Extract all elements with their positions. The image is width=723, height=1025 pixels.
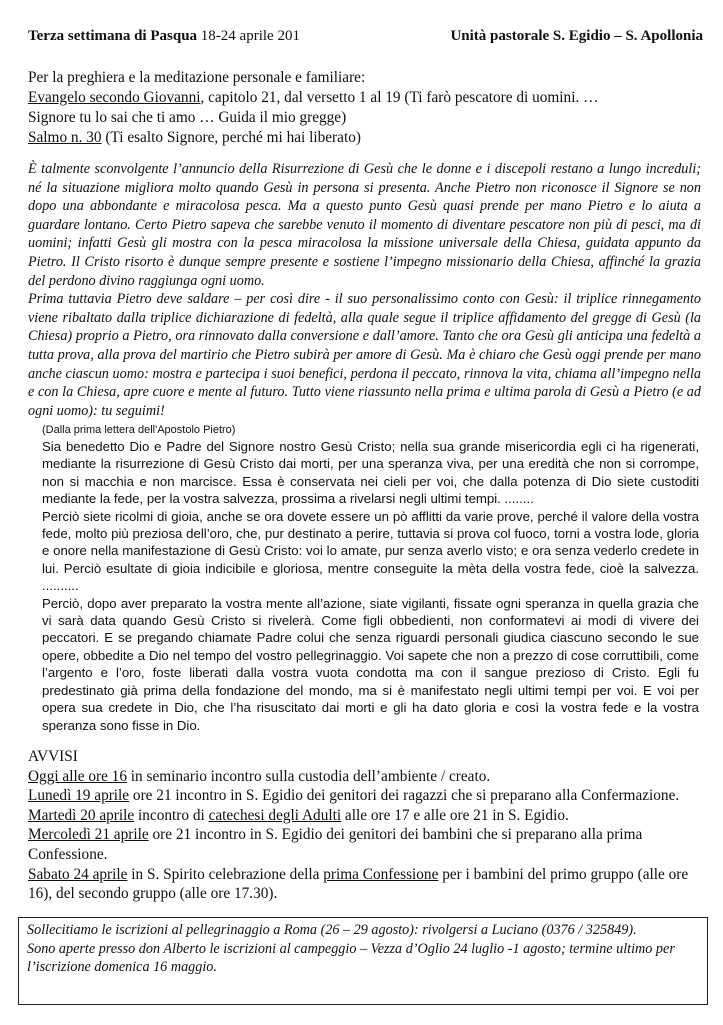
gospel-details: , capitolo 21, dal versetto 1 al 19 (Ti farò pescatore di uomini. …	[200, 89, 599, 106]
intro-section	[28, 68, 703, 148]
announcement-highlight: catechesi degli Adulti	[208, 806, 342, 824]
reading-paragraph: Perciò siete ricolmi di gioia, anche se ora dovete essere un pò afflitti da varie prove, perché il valore della vostra fede, molto più preziosa dell’oro, che, pur destinato a perire, tuttavia si prova col fuoco, torni a vostra lode, gloria e onore nella manifestazione di Gesù Cristo: voi lo amate, pur senza averlo visto; e ora senza vederlo credete in lui. Perciò esultate di gioia indicibile e gloriosa, mentre conseguite la mèta della vostra fede, cioè la salvezza. ..........	[42, 508, 699, 594]
camp-notice: Sono aperte presso don Alberto le iscrizioni al campeggio – Vezza d’Oglio 24 luglio -1 agosto; termine ultimo per l’iscrizione domenica 16 maggio.	[27, 940, 675, 976]
announcement-item	[28, 786, 703, 806]
week-title: Terza settimana di Pasqua	[28, 28, 198, 44]
announcement-text: in S. Spirito celebrazione della	[127, 865, 324, 883]
announcement-date: Martedì 20 aprile	[28, 806, 135, 824]
gospel-quote: Signore tu lo sai che ti amo … Guida il mio gregge)	[28, 109, 347, 126]
reading-paragraph: Perciò, dopo aver preparato la vostra mente all’azione, siate vigilanti, fissate ogni speranza in quella grazia che vi sarà data quando Gesù Cristo si rivelerà. Come figli obbedienti, non conformatevi ai modi di vivere dei peccatori. E se pregando chiamate Padre colui che senza riguardi personali giudica ciascuno secondo le sue opere, obbedite a Dio nel tempo del vostro pellegrinaggio. Voi sapete che non a prezzo di cose corruttibili, come l’argento e l’oro, foste liberati dalla vostra vuota condotta ma con il sangue prezioso di Cristo. Egli fu predestinato già prima della fondazione del mondo, ma si è manifestato negli ultimi tempi per voi. E voi per opera sua credete in Dio, che l’ha risuscitato dai morti e gli ha dato gloria e così la vostra fede e la vostra speranza sono fisse in Dio.	[42, 595, 699, 733]
announcement-item	[28, 806, 703, 826]
psalm-reference	[28, 128, 703, 148]
pilgrimage-notice: Sollecitiamo le iscrizioni al pellegrinaggio a Roma (26 – 29 agosto): rivolgersi a Luciano (0376 / 325849).	[27, 922, 637, 938]
psalm-details: (Ti esalto Signore, perché mi hai liberato)	[101, 129, 361, 146]
intro-line: Per la preghiera e la meditazione personale e familiare:	[28, 69, 366, 86]
announcement-text: in seminario incontro sulla custodia dell’ambiente / creato.	[126, 767, 491, 785]
announcement-text: ore 21 incontro in S. Egidio dei genitori dei ragazzi che si preparano alla Confermazione.	[129, 787, 680, 805]
gospel-link: Evangelo secondo Giovanni	[28, 89, 201, 106]
reflection-text	[28, 160, 701, 420]
announcement-highlight: prima Confessione	[323, 865, 439, 883]
parish-name: Unità pastorale S. Egidio – S. Apollonia	[450, 28, 703, 44]
announcement-date: Lunedì 19 aprile	[28, 787, 130, 805]
announcement-date: Oggi alle ore 16	[28, 767, 127, 785]
announcement-item	[28, 865, 703, 904]
announcements	[28, 747, 703, 904]
announcement-date: Mercoledì 21 aprile	[28, 826, 149, 844]
reading-passage	[42, 423, 699, 734]
notice-box	[18, 917, 708, 1005]
week-heading	[28, 28, 300, 45]
announcement-text: per i bambini del primo gruppo (alle ore 16), del secondo gruppo (alle ore 17.30).	[28, 865, 689, 903]
announcement-text: incontro di	[134, 806, 209, 824]
reading-source: (Dalla prima lettera dell'Apostolo Pietro)	[42, 424, 236, 436]
announcement-item	[28, 825, 703, 864]
week-dates: 18-24 aprile 201	[200, 28, 300, 44]
announcement-date: Sabato 24 aprile	[28, 865, 128, 883]
announcement-text: ore 21 incontro in S. Egidio dei genitori dei bambini che si preparano alla prima Confessione.	[28, 826, 643, 863]
announcement-item	[28, 767, 703, 787]
reflection-paragraph: Prima tuttavia Pietro deve saldare – per così dire - il suo personalissimo conto con Gesù: il triplice rinnegamento viene ribaltato dalla triplice dichiarazione di fedeltà, alla quale segue il triplice affidamento del gregge di Gesù (la Chiesa) proprio a Pietro, ora rinnovato dalla conversione e dall’amore. Tanto che ora Gesù gli anticipa una fedeltà a tutta prova, alla prova del martirio che Pietro subirà per amore di Gesù. Ma è chiaro che Gesù oggi prende per mano anche ciascun uomo: mostra e partecipa i suoi benefici, perdona il peccato, rinnova la vita, chiama all’impegno nella e con la Chiesa, apre cuore e mente al futuro. Tutto viene riassunto nella prima e ultima parola di Gesù a Pietro (e ad ogni uomo): tu seguimi!	[28, 291, 701, 419]
announcement-text: alle ore 17 e alle ore 21 in S. Egidio.	[341, 806, 569, 824]
reading-paragraph: Sia benedetto Dio e Padre del Signore nostro Gesù Cristo; nella sua grande misericordia egli ci ha rigenerati, mediante la risurrezione di Gesù Cristo dai morti, per una speranza viva, per una eredità che non si corrompe, non si macchia e non marcisce. Essa è conservata nei cieli per voi, che dalla potenza di Dio siete custoditi mediante la fede, per la vostra salvezza, prossima a rivelarsi negli ultimi tempi. ........	[42, 439, 699, 507]
reflection-paragraph: È talmente sconvolgente l’annuncio della Risurrezione di Gesù che le donne e i discepoli restano a lungo increduli; né la situazione migliora molto quando Gesù in persona si presenta. Anche Pietro non riconosce il Signore se non dopo una abbondante e miracolosa pesca. Ma a questo punto Gesù quasi prende per mano Pietro e lo aiuta a guardare lontano. Certo Pietro sapeva che sarebbe venuto il momento di diventare pescatore non più di pesci, ma di uomini; infatti Gesù gli mostra con la pesca miracolosa la missione universale della Chiesa, guidata appunto da Pietro. Il Cristo risorto è dunque sempre presente e sostiene l’impegno missionario della Chiesa, affinché la grazia del perdono divino raggiunga ogni uomo.	[28, 161, 701, 289]
announcements-title: AVVISI	[28, 748, 78, 765]
page-header	[28, 28, 703, 50]
gospel-reference	[28, 88, 703, 108]
psalm-link: Salmo n. 30	[28, 129, 102, 146]
